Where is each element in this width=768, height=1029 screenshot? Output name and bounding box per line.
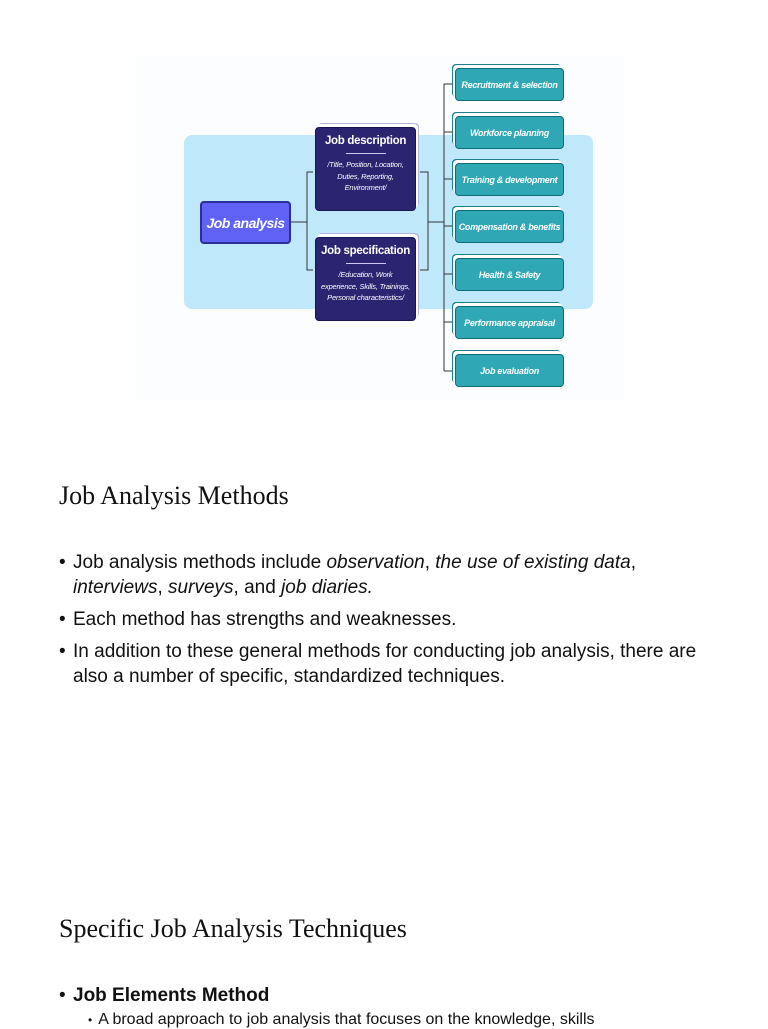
bullet-text: Job analysis methods include (73, 552, 327, 573)
outcome-label: Compensation & benefits (458, 221, 561, 232)
job-analysis-box (200, 201, 291, 244)
bullet-text: In addition to these general methods for conducting job analysis, there are also a number of specific, standardized techniques. (73, 641, 697, 687)
sub-bullet-text: A broad approach to job analysis that focuses on the knowledge, skills (98, 1011, 595, 1028)
bullet-icon: • (59, 985, 66, 1006)
outcome-evaluation-box (455, 354, 564, 387)
bullet-item (59, 607, 719, 632)
outcome-label: Performance appraisal (464, 317, 555, 328)
method-existing-data: the use of existing data (435, 552, 631, 573)
job-analysis-label: Job analysis (206, 214, 285, 231)
bullet-item (59, 550, 719, 600)
job-specification-title: Job specification (321, 245, 410, 257)
method-interviews: interviews (73, 577, 158, 598)
sub-bullet-item (88, 1011, 595, 1029)
bullet-icon: • (59, 641, 66, 662)
outcome-label: Health & Safety (478, 269, 541, 280)
outcome-recruitment-box (455, 68, 564, 101)
outcome-performance-box (455, 306, 564, 339)
bullet-icon: • (59, 609, 66, 630)
job-description-title: Job description (324, 135, 407, 147)
job-description-detail: /Title, Position, Location, Duties, Reporting, Environment/ (327, 160, 404, 192)
methods-bullet-list (59, 550, 719, 696)
sub-bullet-icon: • (88, 1013, 93, 1027)
bullet-item (59, 639, 719, 689)
job-specification-divider (346, 263, 386, 264)
outcome-label: Recruitment & selection (461, 79, 558, 90)
bullet-item (59, 983, 719, 1008)
bullet-text: , and (233, 577, 282, 598)
job-description-box (315, 127, 416, 211)
job-specification-detail: /Education, Work experience, Skills, Trainings, Personal characteristics/ (321, 270, 410, 302)
bullet-text: , (424, 552, 436, 573)
bullet-icon: • (59, 552, 66, 573)
bullet-text: , (157, 577, 169, 598)
outcome-label: Training & development (461, 174, 558, 185)
outcome-training-box (455, 163, 564, 196)
bullet-text: Each method has strengths and weaknesses. (73, 609, 457, 630)
job-description-divider (346, 153, 386, 154)
outcome-health-box (455, 258, 564, 291)
outcome-label: Job evaluation (480, 365, 539, 376)
job-analysis-diagram (136, 56, 624, 400)
bullet-text: Job Elements Method (73, 985, 270, 1006)
outcome-label: Workforce planning (470, 127, 549, 138)
outcome-compensation-box (455, 210, 564, 243)
outcome-workforce-box (455, 116, 564, 149)
bullet-text: , (630, 552, 636, 573)
job-specification-box (315, 237, 416, 321)
method-observation: observation (326, 552, 425, 573)
method-surveys: surveys (168, 577, 234, 598)
techniques-heading: Specific Job Analysis Techniques (59, 914, 407, 943)
method-job-diaries: job diaries. (281, 577, 373, 598)
methods-heading: Job Analysis Methods (59, 481, 289, 510)
